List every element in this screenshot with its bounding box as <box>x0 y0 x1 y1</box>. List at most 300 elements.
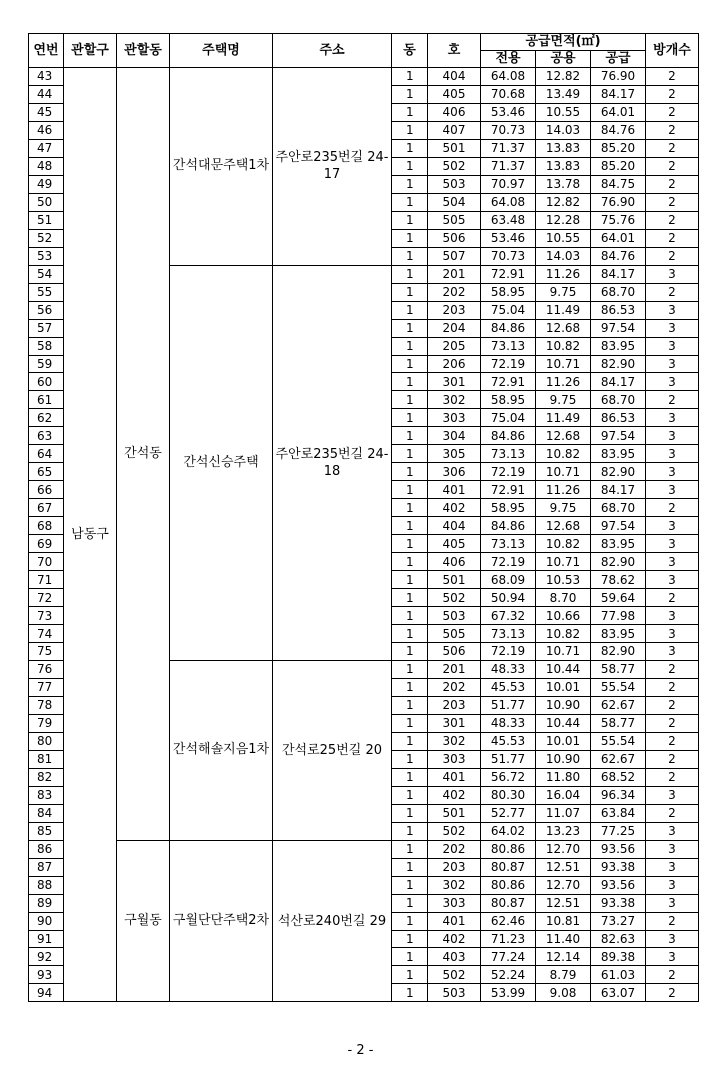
unit-cell: 203 <box>428 858 481 876</box>
common-area-cell: 10.53 <box>536 571 591 589</box>
supply-area-cell: 83.95 <box>591 337 646 355</box>
unit-cell: 303 <box>428 894 481 912</box>
col-supply-header: 공급 <box>591 51 646 68</box>
common-area-cell: 13.49 <box>536 85 591 103</box>
rooms-cell: 2 <box>646 678 699 696</box>
exclusive-area-cell: 71.37 <box>481 139 536 157</box>
exclusive-area-cell: 70.73 <box>481 247 536 265</box>
supply-area-cell: 84.17 <box>591 85 646 103</box>
building-cell: 1 <box>392 840 428 858</box>
exclusive-area-cell: 67.32 <box>481 607 536 625</box>
rooms-cell: 3 <box>646 373 699 391</box>
supply-area-cell: 84.76 <box>591 247 646 265</box>
rooms-cell: 2 <box>646 103 699 121</box>
row-no: 46 <box>29 121 64 139</box>
rooms-cell: 2 <box>646 121 699 139</box>
exclusive-area-cell: 58.95 <box>481 391 536 409</box>
common-area-cell: 12.82 <box>536 193 591 211</box>
row-no: 83 <box>29 786 64 804</box>
rooms-cell: 3 <box>646 337 699 355</box>
common-area-cell: 12.70 <box>536 840 591 858</box>
supply-area-cell: 84.76 <box>591 121 646 139</box>
row-no: 84 <box>29 804 64 822</box>
supply-area-cell: 97.54 <box>591 517 646 535</box>
unit-cell: 402 <box>428 786 481 804</box>
exclusive-area-cell: 70.73 <box>481 121 536 139</box>
supply-area-cell: 64.01 <box>591 229 646 247</box>
exclusive-area-cell: 71.37 <box>481 157 536 175</box>
exclusive-area-cell: 80.87 <box>481 858 536 876</box>
address-cell: 석산로240번길 29 <box>273 840 392 1002</box>
exclusive-area-cell: 72.19 <box>481 553 536 571</box>
row-no: 57 <box>29 319 64 337</box>
row-no: 76 <box>29 660 64 678</box>
building-cell: 1 <box>392 714 428 732</box>
building-cell: 1 <box>392 283 428 301</box>
exclusive-area-cell: 50.94 <box>481 589 536 607</box>
col-rooms-header: 방개수 <box>646 34 699 68</box>
supply-area-cell: 82.90 <box>591 553 646 571</box>
supply-area-cell: 84.17 <box>591 481 646 499</box>
rooms-cell: 3 <box>646 894 699 912</box>
supply-area-cell: 59.64 <box>591 589 646 607</box>
row-no: 92 <box>29 948 64 966</box>
supply-area-cell: 62.67 <box>591 696 646 714</box>
row-no: 69 <box>29 535 64 553</box>
unit-cell: 501 <box>428 571 481 589</box>
supply-area-cell: 78.62 <box>591 571 646 589</box>
row-no: 50 <box>29 193 64 211</box>
exclusive-area-cell: 80.30 <box>481 786 536 804</box>
building-cell: 1 <box>392 948 428 966</box>
row-no: 87 <box>29 858 64 876</box>
unit-cell: 407 <box>428 121 481 139</box>
exclusive-area-cell: 72.19 <box>481 643 536 661</box>
exclusive-area-cell: 58.95 <box>481 283 536 301</box>
common-area-cell: 12.14 <box>536 948 591 966</box>
supply-area-cell: 83.95 <box>591 625 646 643</box>
unit-cell: 205 <box>428 337 481 355</box>
common-area-cell: 13.23 <box>536 822 591 840</box>
row-no: 79 <box>29 714 64 732</box>
unit-cell: 203 <box>428 301 481 319</box>
building-cell: 1 <box>392 607 428 625</box>
row-no: 47 <box>29 139 64 157</box>
supply-area-cell: 86.53 <box>591 301 646 319</box>
common-area-cell: 14.03 <box>536 247 591 265</box>
supply-area-cell: 58.77 <box>591 660 646 678</box>
unit-cell: 402 <box>428 499 481 517</box>
row-no: 71 <box>29 571 64 589</box>
rooms-cell: 3 <box>646 301 699 319</box>
common-area-cell: 11.49 <box>536 301 591 319</box>
rooms-cell: 3 <box>646 643 699 661</box>
common-area-cell: 10.82 <box>536 337 591 355</box>
common-area-cell: 10.71 <box>536 463 591 481</box>
rooms-cell: 2 <box>646 750 699 768</box>
supply-area-cell: 75.76 <box>591 211 646 229</box>
common-area-cell: 10.55 <box>536 229 591 247</box>
row-no: 51 <box>29 211 64 229</box>
unit-cell: 302 <box>428 391 481 409</box>
unit-cell: 505 <box>428 625 481 643</box>
exclusive-area-cell: 53.46 <box>481 229 536 247</box>
unit-cell: 403 <box>428 948 481 966</box>
page-number: - 2 - <box>347 1043 374 1058</box>
exclusive-area-cell: 84.86 <box>481 319 536 337</box>
row-no: 81 <box>29 750 64 768</box>
building-cell: 1 <box>392 786 428 804</box>
exclusive-area-cell: 51.77 <box>481 750 536 768</box>
supply-area-cell: 55.54 <box>591 678 646 696</box>
supply-area-cell: 68.70 <box>591 283 646 301</box>
row-no: 77 <box>29 678 64 696</box>
unit-cell: 305 <box>428 445 481 463</box>
supply-area-cell: 93.38 <box>591 894 646 912</box>
row-no: 94 <box>29 984 64 1002</box>
common-area-cell: 11.49 <box>536 409 591 427</box>
supply-area-cell: 97.54 <box>591 319 646 337</box>
common-area-cell: 8.79 <box>536 966 591 984</box>
common-area-cell: 9.75 <box>536 499 591 517</box>
rooms-cell: 2 <box>646 912 699 930</box>
exclusive-area-cell: 51.77 <box>481 696 536 714</box>
unit-cell: 503 <box>428 607 481 625</box>
building-cell: 1 <box>392 445 428 463</box>
building-cell: 1 <box>392 984 428 1002</box>
exclusive-area-cell: 80.87 <box>481 894 536 912</box>
building-cell: 1 <box>392 68 428 86</box>
building-cell: 1 <box>392 858 428 876</box>
unit-cell: 405 <box>428 85 481 103</box>
exclusive-area-cell: 45.53 <box>481 678 536 696</box>
unit-cell: 204 <box>428 319 481 337</box>
supply-area-cell: 73.27 <box>591 912 646 930</box>
common-area-cell: 10.82 <box>536 445 591 463</box>
supply-area-cell: 85.20 <box>591 139 646 157</box>
unit-cell: 202 <box>428 283 481 301</box>
common-area-cell: 11.26 <box>536 481 591 499</box>
supply-area-cell: 84.17 <box>591 373 646 391</box>
rooms-cell: 3 <box>646 409 699 427</box>
building-cell: 1 <box>392 481 428 499</box>
building-cell: 1 <box>392 517 428 535</box>
building-cell: 1 <box>392 85 428 103</box>
unit-cell: 304 <box>428 427 481 445</box>
exclusive-area-cell: 70.97 <box>481 175 536 193</box>
col-common-header: 공용 <box>536 51 591 68</box>
row-no: 64 <box>29 445 64 463</box>
supply-area-cell: 93.56 <box>591 840 646 858</box>
row-no: 54 <box>29 265 64 283</box>
col-gu-header: 관할구 <box>64 34 117 68</box>
col-supply-area-header: 공급면적(㎡) <box>481 34 646 51</box>
exclusive-area-cell: 70.68 <box>481 85 536 103</box>
common-area-cell: 10.44 <box>536 660 591 678</box>
exclusive-area-cell: 80.86 <box>481 876 536 894</box>
exclusive-area-cell: 53.99 <box>481 984 536 1002</box>
row-no: 48 <box>29 157 64 175</box>
row-no: 43 <box>29 68 64 86</box>
supply-area-cell: 85.20 <box>591 157 646 175</box>
house-name-cell: 구월단단주택2차 <box>170 840 273 1002</box>
unit-cell: 406 <box>428 103 481 121</box>
common-area-cell: 13.83 <box>536 157 591 175</box>
common-area-cell: 13.78 <box>536 175 591 193</box>
unit-cell: 201 <box>428 265 481 283</box>
rooms-cell: 2 <box>646 68 699 86</box>
rooms-cell: 3 <box>646 445 699 463</box>
row-no: 53 <box>29 247 64 265</box>
unit-cell: 502 <box>428 966 481 984</box>
common-area-cell: 9.08 <box>536 984 591 1002</box>
common-area-cell: 11.26 <box>536 265 591 283</box>
common-area-cell: 11.40 <box>536 930 591 948</box>
row-no: 60 <box>29 373 64 391</box>
exclusive-area-cell: 68.09 <box>481 571 536 589</box>
supply-area-cell: 76.90 <box>591 68 646 86</box>
row-no: 89 <box>29 894 64 912</box>
unit-cell: 507 <box>428 247 481 265</box>
row-no: 52 <box>29 229 64 247</box>
rooms-cell: 2 <box>646 139 699 157</box>
house-name-cell: 간석신승주택 <box>170 265 273 660</box>
exclusive-area-cell: 84.86 <box>481 427 536 445</box>
unit-cell: 401 <box>428 768 481 786</box>
exclusive-area-cell: 64.08 <box>481 193 536 211</box>
unit-cell: 301 <box>428 714 481 732</box>
unit-cell: 506 <box>428 643 481 661</box>
common-area-cell: 12.82 <box>536 68 591 86</box>
building-cell: 1 <box>392 822 428 840</box>
unit-cell: 506 <box>428 229 481 247</box>
rooms-cell: 3 <box>646 822 699 840</box>
rooms-cell: 2 <box>646 229 699 247</box>
unit-cell: 202 <box>428 840 481 858</box>
building-cell: 1 <box>392 894 428 912</box>
supply-area-cell: 61.03 <box>591 966 646 984</box>
row-no: 90 <box>29 912 64 930</box>
building-cell: 1 <box>392 499 428 517</box>
rooms-cell: 2 <box>646 247 699 265</box>
exclusive-area-cell: 71.23 <box>481 930 536 948</box>
common-area-cell: 13.83 <box>536 139 591 157</box>
rooms-cell: 2 <box>646 85 699 103</box>
exclusive-area-cell: 48.33 <box>481 714 536 732</box>
rooms-cell: 2 <box>646 589 699 607</box>
supply-area-cell: 63.84 <box>591 804 646 822</box>
supply-area-cell: 82.90 <box>591 463 646 481</box>
common-area-cell: 10.01 <box>536 732 591 750</box>
building-cell: 1 <box>392 103 428 121</box>
building-cell: 1 <box>392 373 428 391</box>
row-no: 75 <box>29 643 64 661</box>
address-cell: 주안로235번길 24-17 <box>273 68 392 266</box>
building-cell: 1 <box>392 625 428 643</box>
exclusive-area-cell: 80.86 <box>481 840 536 858</box>
common-area-cell: 12.28 <box>536 211 591 229</box>
row-no: 49 <box>29 175 64 193</box>
rooms-cell: 3 <box>646 553 699 571</box>
supply-area-cell: 55.54 <box>591 732 646 750</box>
exclusive-area-cell: 72.19 <box>481 463 536 481</box>
common-area-cell: 12.51 <box>536 894 591 912</box>
rooms-cell: 3 <box>646 948 699 966</box>
exclusive-area-cell: 84.86 <box>481 517 536 535</box>
building-cell: 1 <box>392 660 428 678</box>
unit-cell: 504 <box>428 193 481 211</box>
exclusive-area-cell: 72.19 <box>481 355 536 373</box>
unit-cell: 402 <box>428 930 481 948</box>
unit-cell: 404 <box>428 68 481 86</box>
unit-cell: 303 <box>428 409 481 427</box>
building-cell: 1 <box>392 121 428 139</box>
common-area-cell: 10.82 <box>536 625 591 643</box>
building-cell: 1 <box>392 732 428 750</box>
row-no: 68 <box>29 517 64 535</box>
row-no: 72 <box>29 589 64 607</box>
common-area-cell: 10.90 <box>536 696 591 714</box>
building-cell: 1 <box>392 301 428 319</box>
common-area-cell: 12.70 <box>536 876 591 894</box>
building-cell: 1 <box>392 391 428 409</box>
rooms-cell: 2 <box>646 193 699 211</box>
common-area-cell: 14.03 <box>536 121 591 139</box>
unit-cell: 503 <box>428 175 481 193</box>
exclusive-area-cell: 73.13 <box>481 535 536 553</box>
address-cell: 주안로235번길 24-18 <box>273 265 392 660</box>
building-cell: 1 <box>392 175 428 193</box>
row-no: 78 <box>29 696 64 714</box>
unit-cell: 201 <box>428 660 481 678</box>
housing-table <box>28 33 699 1002</box>
supply-area-cell: 83.95 <box>591 445 646 463</box>
row-no: 80 <box>29 732 64 750</box>
common-area-cell: 8.70 <box>536 589 591 607</box>
row-no: 88 <box>29 876 64 894</box>
common-area-cell: 11.26 <box>536 373 591 391</box>
exclusive-area-cell: 62.46 <box>481 912 536 930</box>
unit-cell: 502 <box>428 589 481 607</box>
unit-cell: 202 <box>428 678 481 696</box>
common-area-cell: 10.71 <box>536 553 591 571</box>
exclusive-area-cell: 64.08 <box>481 68 536 86</box>
common-area-cell: 12.68 <box>536 427 591 445</box>
unit-cell: 401 <box>428 481 481 499</box>
row-no: 59 <box>29 355 64 373</box>
building-cell: 1 <box>392 247 428 265</box>
supply-area-cell: 68.52 <box>591 768 646 786</box>
rooms-cell: 3 <box>646 319 699 337</box>
rooms-cell: 3 <box>646 463 699 481</box>
rooms-cell: 2 <box>646 804 699 822</box>
col-building-header: 동 <box>392 34 428 68</box>
exclusive-area-cell: 73.13 <box>481 625 536 643</box>
house-name-cell: 간석해솔지음1차 <box>170 660 273 840</box>
unit-cell: 501 <box>428 139 481 157</box>
building-cell: 1 <box>392 768 428 786</box>
col-dong-area-header: 관할동 <box>117 34 170 68</box>
exclusive-area-cell: 52.24 <box>481 966 536 984</box>
supply-area-cell: 89.38 <box>591 948 646 966</box>
building-cell: 1 <box>392 265 428 283</box>
rooms-cell: 2 <box>646 211 699 229</box>
common-area-cell: 10.66 <box>536 607 591 625</box>
building-cell: 1 <box>392 535 428 553</box>
rooms-cell: 3 <box>646 930 699 948</box>
supply-area-cell: 97.54 <box>591 427 646 445</box>
row-no: 67 <box>29 499 64 517</box>
building-cell: 1 <box>392 696 428 714</box>
unit-cell: 301 <box>428 373 481 391</box>
row-no: 86 <box>29 840 64 858</box>
exclusive-area-cell: 73.13 <box>481 445 536 463</box>
rooms-cell: 2 <box>646 768 699 786</box>
supply-area-cell: 77.98 <box>591 607 646 625</box>
unit-cell: 502 <box>428 157 481 175</box>
building-cell: 1 <box>392 750 428 768</box>
col-no-header: 연번 <box>29 34 64 68</box>
row-no: 65 <box>29 463 64 481</box>
col-house-header: 주택명 <box>170 34 273 68</box>
common-area-cell: 12.51 <box>536 858 591 876</box>
rooms-cell: 3 <box>646 840 699 858</box>
common-area-cell: 11.07 <box>536 804 591 822</box>
rooms-cell: 3 <box>646 876 699 894</box>
gu-cell: 남동구 <box>64 68 117 1002</box>
col-exclusive-header: 전용 <box>481 51 536 68</box>
table-row <box>29 840 699 858</box>
exclusive-area-cell: 63.48 <box>481 211 536 229</box>
building-cell: 1 <box>392 337 428 355</box>
common-area-cell: 10.71 <box>536 355 591 373</box>
exclusive-area-cell: 53.46 <box>481 103 536 121</box>
unit-cell: 306 <box>428 463 481 481</box>
common-area-cell: 9.75 <box>536 391 591 409</box>
supply-area-cell: 64.01 <box>591 103 646 121</box>
building-cell: 1 <box>392 966 428 984</box>
unit-cell: 404 <box>428 517 481 535</box>
supply-area-cell: 84.17 <box>591 265 646 283</box>
exclusive-area-cell: 56.72 <box>481 768 536 786</box>
col-unit-header: 호 <box>428 34 481 68</box>
exclusive-area-cell: 72.91 <box>481 373 536 391</box>
supply-area-cell: 58.77 <box>591 714 646 732</box>
common-area-cell: 10.55 <box>536 103 591 121</box>
unit-cell: 203 <box>428 696 481 714</box>
rooms-cell: 2 <box>646 714 699 732</box>
unit-cell: 303 <box>428 750 481 768</box>
house-name-cell: 간석대문주택1차 <box>170 68 273 266</box>
row-no: 73 <box>29 607 64 625</box>
exclusive-area-cell: 73.13 <box>481 337 536 355</box>
rooms-cell: 3 <box>646 625 699 643</box>
rooms-cell: 3 <box>646 786 699 804</box>
exclusive-area-cell: 58.95 <box>481 499 536 517</box>
unit-cell: 302 <box>428 876 481 894</box>
building-cell: 1 <box>392 319 428 337</box>
common-area-cell: 12.68 <box>536 319 591 337</box>
supply-area-cell: 62.67 <box>591 750 646 768</box>
common-area-cell: 10.90 <box>536 750 591 768</box>
building-cell: 1 <box>392 643 428 661</box>
unit-cell: 401 <box>428 912 481 930</box>
unit-cell: 503 <box>428 984 481 1002</box>
rooms-cell: 2 <box>646 157 699 175</box>
common-area-cell: 9.75 <box>536 283 591 301</box>
supply-area-cell: 96.34 <box>591 786 646 804</box>
row-no: 66 <box>29 481 64 499</box>
